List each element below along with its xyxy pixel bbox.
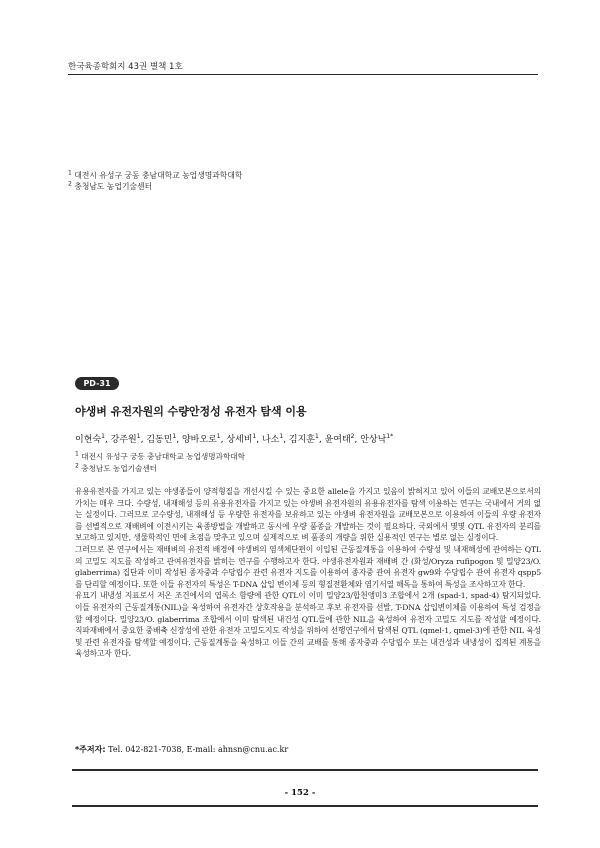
previous-affiliation-2: $^2$ 충청남도 농업기술센터 bbox=[68, 180, 153, 191]
author-affiliation-mark: 2 bbox=[350, 433, 355, 440]
affiliation-1: $^1$ 대전시 유성구 궁동 충남대학교 농업생명과학대학 bbox=[75, 450, 245, 461]
corresponding-contact: Tel. 042-821-7038, E-mail: ahnsn@cnu.ac.kr bbox=[108, 745, 289, 754]
author-affiliation-mark: 1 bbox=[172, 433, 177, 440]
author-name: 양바오로 bbox=[181, 435, 217, 445]
author-affiliation-mark: 1 bbox=[315, 433, 319, 440]
author-affiliation-mark: 1* bbox=[386, 433, 394, 440]
page-number: - 152 - bbox=[284, 788, 316, 798]
author-name: 김지훈 bbox=[288, 435, 316, 445]
footer-rule-bottom bbox=[72, 805, 538, 807]
author-name: 나소 bbox=[261, 435, 280, 445]
journal-header: 한국육종학회지 43권 별책 1호 bbox=[68, 62, 183, 72]
abstract-paragraph: 유묘기 내냉성 지표로서 저온 조건에서의 엽록소 함량에 관한 QTL이 이미 밀양23/합천앵미3 조합에서 2개 (spad-1, spad-4) 탐지되었다. 이들 유전자의 근동질계통(NIL)을 육성하여 유전자간 상호작용을 분석하고 후보 유전자를 선발, T-DNA 삽입변이체를 이용하여 특성 검정을 할 예정이다. 밀양23/O. glaberrima 조합에서 이미 탐색된 내건성 QTL들에 관한 NIL을 육성하여 유전자 고밀도 지도를 작성할 예정이다. 직파재배에서 중요한 중배축 신장성에 관한 유전자 고밀도지도 작성을 위하여 선행연구에서 탐색된 QTL (qmel-1, qmel-3)에 관한 NIL 육성 및 관련 유전자를 탐색할 예정이다. 근동질계통을 육성하고 이들 간의 교배를 통해 종자중과 수당립수 또는 내건성과 내냉성이 집적된 계통을 육성하고자 한다. bbox=[75, 591, 541, 659]
author-name: 강주원 bbox=[110, 435, 137, 445]
author-affiliation-mark: 1 bbox=[101, 433, 105, 440]
corresponding-author bbox=[75, 744, 288, 755]
footer-rule-top bbox=[72, 769, 538, 771]
abstract-body bbox=[75, 486, 541, 660]
author-list: 이현숙$^1$, 강주원$^1$, 김동민$^1$, 양바오로$^1$, 상세비$^1$, 나소$^1$, 김지훈$^1$, 윤여태$^2$, 안상낙$^{1*}$ bbox=[75, 433, 394, 445]
affiliations bbox=[75, 451, 245, 474]
author-affiliation-mark: 1 bbox=[136, 433, 141, 440]
author-affiliation-mark: 1 bbox=[216, 433, 221, 440]
previous-affiliations bbox=[68, 170, 242, 192]
author-affiliation-mark: 1 bbox=[279, 433, 284, 440]
author-name: 윤여태 bbox=[324, 435, 351, 445]
author-name: 이현숙 bbox=[75, 435, 102, 445]
abstract-paragraph: 그러므로 본 연구에서는 재배벼의 유전적 배경에 야생벼의 염색체단편이 이입된 근동질계통을 이용하여 수량성 및 내재해성에 관여하는 QTL의 고밀도 지도를 작성하고 관여유전자를 밝히는 연구를 수행하고자 한다. 야생유전자원과 재배벼 간 (화성/Oryza rufipogon 및 밀양23/O. glaberrima) 집단과 이미 작성된 종자중과 수당립수 관련 유전자 지도를 이용하여 종자중 관여 유전자 gw9와 수당립수 관여 유전자 qspp5를 단리할 예정이다. 또한 이들 유전자의 특성은 T-DNA 삽입 변이체 등의 형질전환체와 염기서열 해독을 통하여 특성을 조사하고자 한다. bbox=[75, 544, 541, 589]
author-affiliation-mark: 1 bbox=[252, 433, 257, 440]
abstract-title: 야생벼 유전자원의 수량안정성 유전자 탐색 이용 bbox=[75, 405, 307, 418]
affiliation-2: $^2$ 충청남도 농업기술센터 bbox=[75, 461, 158, 473]
author-name: 상세비 bbox=[226, 435, 253, 445]
author-name: 김동민 bbox=[146, 435, 173, 445]
author-name: 안상낙 bbox=[360, 435, 387, 445]
header-rule bbox=[68, 74, 538, 75]
abstract-paragraph: 유용유전자를 가지고 있는 야생종들이 양적형질을 개선시킬 수 있는 중요한 allele을 가지고 있음이 밝혀지고 있어 이들의 교배모본으로서의 가치는 매우 크다. 수량성, 내재해성 등의 유용유전자를 가지고 있는 야생벼 유전자원의 유용유전자를 탐색 이용하는 연구는 국내에서 거의 없는 실정이다. 그러므로 고수량성, 내재해성 등 우량한 유전자를 보유하고 있는 야생벼 유전자원을 교배모본으로 이용하여 이들의 우량 유전자를 선별적으로 재배벼에 이전시키는 육종방법을 개발하고 동시에 우량 품종을 개발하는 것이 필요하다. 국외에서 몇몇 QTL 유전자의 분리를 보고하고 있지만, 생물학적인 면에 초점을 맞추고 있으며 실제적으로 벼 품종의 개량을 위한 실용적인 연구는 별로 없는 실정이다. bbox=[75, 487, 541, 543]
previous-affiliation-1: $^1$ 대전시 유성구 궁동 충남대학교 농업생명과학대학 bbox=[68, 169, 243, 180]
abstract-id-badge: PD-31 bbox=[75, 377, 119, 390]
corresponding-label: *주저자: bbox=[75, 745, 106, 754]
